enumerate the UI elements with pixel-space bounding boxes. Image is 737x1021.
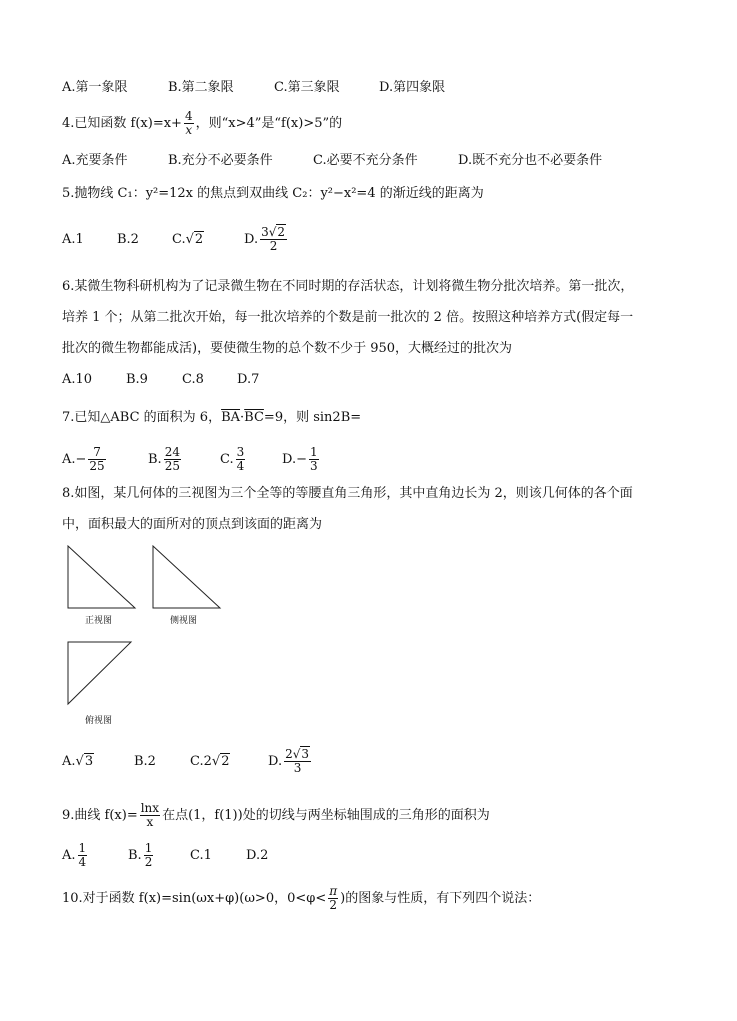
q4-option-c: C.必要不充分条件 bbox=[313, 153, 418, 168]
q7-text-a: 7.已知△ABC 的面积为 6， bbox=[62, 410, 222, 425]
q9-prefix: 9.曲线 f(x)= bbox=[62, 808, 138, 823]
q6-line-1: 6.某微生物科研机构为了记录微生物在不同时期的存活状态，计划将微生物分批次培养。第一批次， bbox=[62, 279, 634, 294]
q7-options bbox=[62, 446, 321, 473]
sqrt: √2 bbox=[185, 232, 204, 247]
q6-option-d: D.7 bbox=[237, 372, 260, 387]
q4-options bbox=[62, 151, 602, 171]
q7-stem: 7.已知△ABC 的面积为 6，$\overline{BA}\cdot\overline{BC}=9$，则 sin2B= bbox=[62, 410, 362, 425]
q3-option-a: A.第一象限 bbox=[62, 80, 128, 95]
q4-option-d: D.既不充分也不必要条件 bbox=[458, 153, 603, 168]
q6-line-3: 批次的微生物都能成活)，要使微生物的总个数不少于 950，大概经过的批次为 bbox=[62, 341, 513, 356]
q10-suffix: )的图象与性质，有下列四个说法： bbox=[340, 891, 541, 906]
q3-option-d: D.第四象限 bbox=[379, 80, 446, 95]
front-view-triangle bbox=[67, 545, 137, 610]
top-view-triangle bbox=[67, 641, 137, 706]
q9-suffix: 在点(1，f(1))处的切线与两坐标轴围成的三角形的面积为 bbox=[162, 808, 490, 823]
q5-option-d: D. $\frac{3√2}{2}$ bbox=[244, 225, 286, 253]
q9-fraction: $\frac{\ln x}{x}$ bbox=[140, 801, 160, 829]
q6-option-b: B.9 bbox=[126, 372, 148, 387]
q7-option-d: D.− $\frac{1}{3}$ bbox=[282, 445, 318, 473]
top-view-caption: 俯视图 bbox=[85, 716, 113, 726]
q5-option-c: C.√2 bbox=[172, 230, 244, 250]
q7-option-c: C. $\frac{3}{4}$ bbox=[220, 445, 245, 473]
q3-option-b: B.第二象限 bbox=[168, 80, 234, 95]
q4-fraction: $\frac{4}{x}$ bbox=[184, 109, 193, 137]
q10-fraction: $\frac{\pi}{2}$ bbox=[329, 884, 338, 912]
q10-stem bbox=[62, 885, 540, 912]
q8-options bbox=[62, 748, 313, 775]
q5-option-a: A.1 bbox=[62, 232, 84, 247]
q9-option-c: C.1 bbox=[190, 848, 212, 863]
q5-stem: 5.抛物线 C₁：y²=12x 的焦点到双曲线 C₂：y²−x²=4 的渐近线的距离为 bbox=[62, 186, 484, 201]
q6-line-2: 培养 1 个；从第二批次开始，每一批次培养的个数是前一批次的 2 倍。按照这种培养方式(假定每一 bbox=[62, 310, 634, 325]
q9-option-a: A. $\frac{1}{4}$ bbox=[62, 841, 87, 869]
side-view-triangle bbox=[152, 545, 222, 610]
q8-option-d: D. $\frac{2√3}{3}$ bbox=[268, 747, 310, 775]
q8-option-a: A.√3 bbox=[62, 754, 94, 769]
q7-option-b: B. $\frac{24}{25}$ bbox=[148, 445, 180, 473]
q4-option-b: B.充分不必要条件 bbox=[168, 153, 273, 168]
side-view-caption: 侧视图 bbox=[170, 616, 198, 626]
q6-option-c: C.8 bbox=[182, 372, 204, 387]
q8-line-2: 中，面积最大的面所对的顶点到该面的距离为 bbox=[62, 517, 323, 532]
q8-option-b: B.2 bbox=[134, 754, 156, 769]
q4-prefix: 4.已知函数 f(x)=x+ bbox=[62, 116, 182, 131]
vector-ba: $\overline{BA}$ bbox=[221, 410, 241, 425]
q3-options bbox=[62, 78, 445, 98]
q7-text-b: =9，则 sin2B= bbox=[263, 410, 362, 425]
q3-option-c: C.第三象限 bbox=[274, 80, 340, 95]
q6-options bbox=[62, 370, 259, 390]
q9-option-d: D.2 bbox=[246, 848, 269, 863]
front-view-caption: 正视图 bbox=[85, 616, 113, 626]
q8-option-c: C.2√2 bbox=[190, 754, 230, 769]
q4-suffix: ，则“x>4”是“f(x)>5”的 bbox=[195, 116, 343, 131]
q5-option-b: B.2 bbox=[117, 232, 139, 247]
q9-stem bbox=[62, 802, 490, 829]
q5-d-fraction: $\frac{3√2}{2}$ bbox=[261, 225, 286, 253]
q9-options bbox=[62, 842, 268, 869]
vector-bc: $\overline{BC}$ bbox=[244, 410, 264, 425]
q10-prefix: 10.对于函数 f(x)=sin(ωx+φ)(ω>0，0<φ< bbox=[62, 891, 327, 906]
q6-option-a: A.10 bbox=[62, 372, 93, 387]
q4-stem bbox=[62, 110, 342, 137]
q7-option-a: A.− $\frac{7}{25}$ bbox=[62, 445, 105, 473]
q8-line-1: 8.如图，某几何体的三视图为三个全等的等腰直角三角形，其中直角边长为 2，则该几何体的各个面 bbox=[62, 486, 633, 501]
q5-options bbox=[62, 226, 289, 253]
q4-option-a: A.充要条件 bbox=[62, 153, 128, 168]
q9-option-b: B. $\frac{1}{2}$ bbox=[128, 841, 153, 869]
